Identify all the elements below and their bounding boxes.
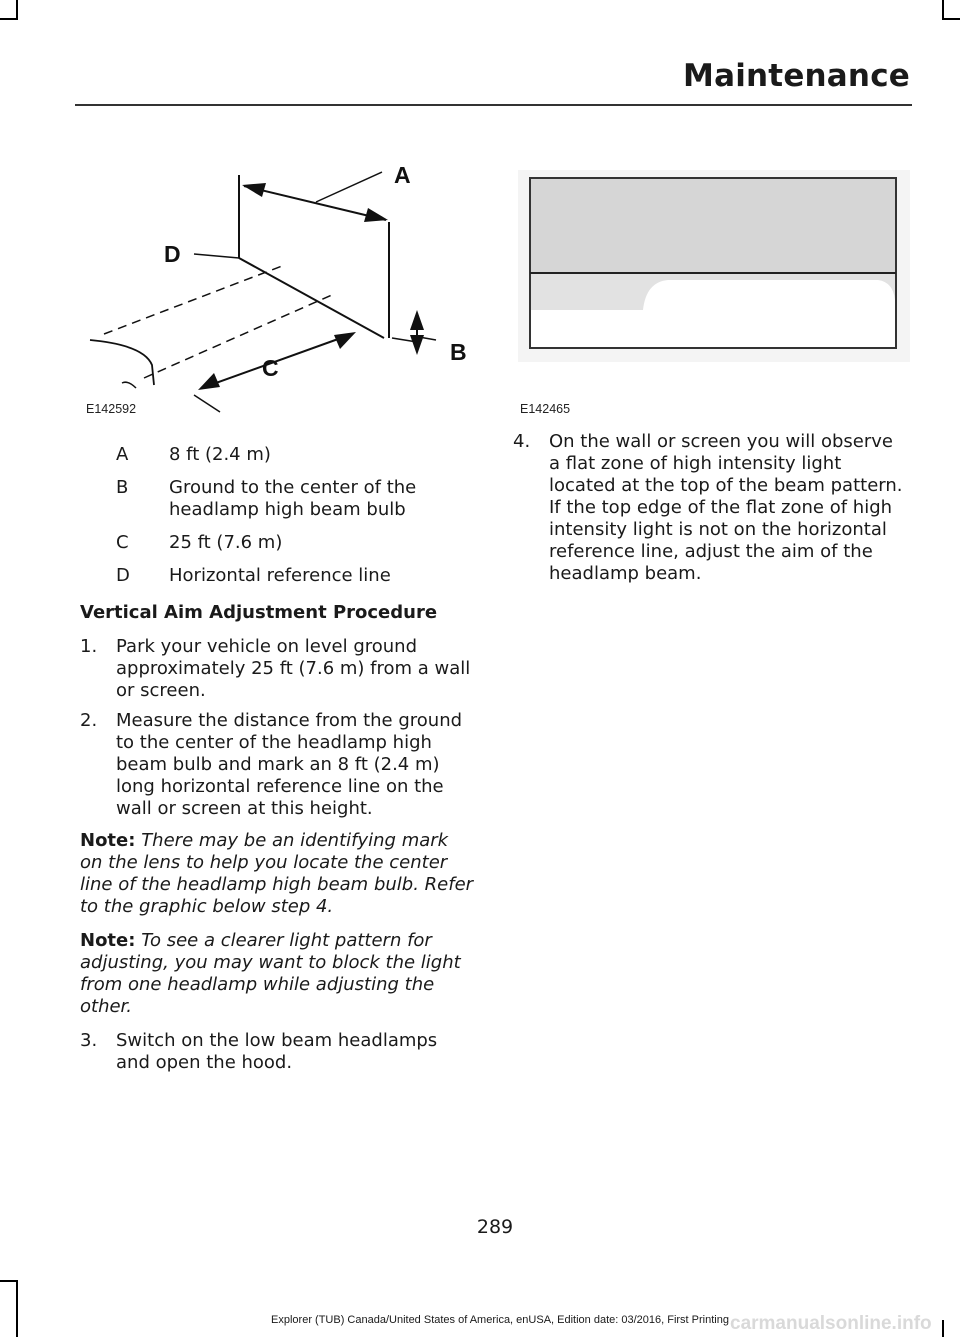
legend-item bbox=[80, 444, 480, 466]
figure-id-right: E142465 bbox=[520, 402, 571, 416]
legend-value: Ground to the center of the headlamp high beam bulb bbox=[169, 477, 417, 520]
legend-item bbox=[80, 565, 480, 587]
figure-id-left: E142592 bbox=[86, 402, 137, 416]
figure-legend bbox=[80, 444, 480, 598]
headlamp-aim-diagram bbox=[84, 150, 504, 420]
legend-value: 8 ft (2.4 m) bbox=[169, 444, 271, 465]
step-item bbox=[80, 1030, 476, 1074]
note-label: Note: bbox=[80, 930, 136, 951]
watermark-logo bbox=[730, 1307, 960, 1337]
note-text: To see a clearer light pattern for adjusting, you may want to block the light from one headlamp while adjusting the other. bbox=[80, 930, 461, 1017]
legend-item bbox=[80, 477, 480, 521]
page-number: 289 bbox=[476, 1216, 514, 1238]
step-text: Measure the distance from the ground to the center of the headlamp high beam bulb and mark an 8 ft (2.4 m) long horizontal reference line on the wall or screen at this height. bbox=[116, 710, 463, 819]
crop-mark bbox=[16, 1280, 18, 1337]
step-text: Park your vehicle on level ground approximately 25 ft (7.6 m) from a wall or screen. bbox=[116, 636, 471, 701]
label-a: A bbox=[394, 162, 411, 188]
crop-mark bbox=[16, 0, 18, 20]
step-number: 2. bbox=[80, 710, 98, 731]
label-c: C bbox=[262, 355, 279, 381]
step-number: 3. bbox=[80, 1030, 98, 1051]
note bbox=[80, 830, 476, 918]
step-text: Switch on the low beam headlamps and open the hood. bbox=[116, 1030, 438, 1073]
note-text: There may be an identifying mark on the lens to help you locate the center line of the headlamp high beam bulb. Refer to the graphic below step 4. bbox=[80, 830, 474, 917]
legend-key: C bbox=[116, 532, 129, 553]
label-b: B bbox=[450, 339, 467, 365]
crop-mark bbox=[0, 18, 18, 20]
legend-key: D bbox=[116, 565, 130, 586]
crop-mark bbox=[942, 0, 944, 20]
step-item bbox=[513, 431, 909, 585]
left-column bbox=[80, 602, 476, 1082]
note bbox=[80, 930, 476, 1018]
crop-mark bbox=[942, 18, 960, 20]
legend-value: 25 ft (7.6 m) bbox=[169, 532, 283, 553]
legend-value: Horizontal reference line bbox=[169, 565, 391, 586]
header-divider bbox=[75, 104, 912, 106]
section-heading: Vertical Aim Adjustment Procedure bbox=[80, 602, 438, 623]
legend-key: A bbox=[116, 444, 129, 465]
step-item bbox=[80, 710, 476, 820]
step-item bbox=[80, 636, 476, 702]
step-number: 1. bbox=[80, 636, 98, 657]
legend-item bbox=[80, 532, 480, 554]
footer-text: Explorer (TUB) Canada/United States of America, enUSA, Edition date: 03/2016, First Printing bbox=[271, 1314, 729, 1326]
step-number: 4. bbox=[513, 431, 531, 452]
step-text: On the wall or screen you will observe a flat zone of high intensity light located at the top of the beam pattern. If the top edge of the flat zone of high intensity light is not on the horizontal reference line, adjust the aim of the headlamp beam. bbox=[549, 431, 903, 584]
beam-pattern-diagram bbox=[518, 170, 910, 362]
svg-text:carmanualsonline.info: carmanualsonline.info bbox=[730, 1313, 932, 1334]
page-title: Maintenance bbox=[683, 58, 910, 94]
right-column bbox=[513, 431, 909, 593]
note-label: Note: bbox=[80, 830, 136, 851]
legend-key: B bbox=[116, 477, 129, 498]
label-d: D bbox=[164, 241, 181, 267]
